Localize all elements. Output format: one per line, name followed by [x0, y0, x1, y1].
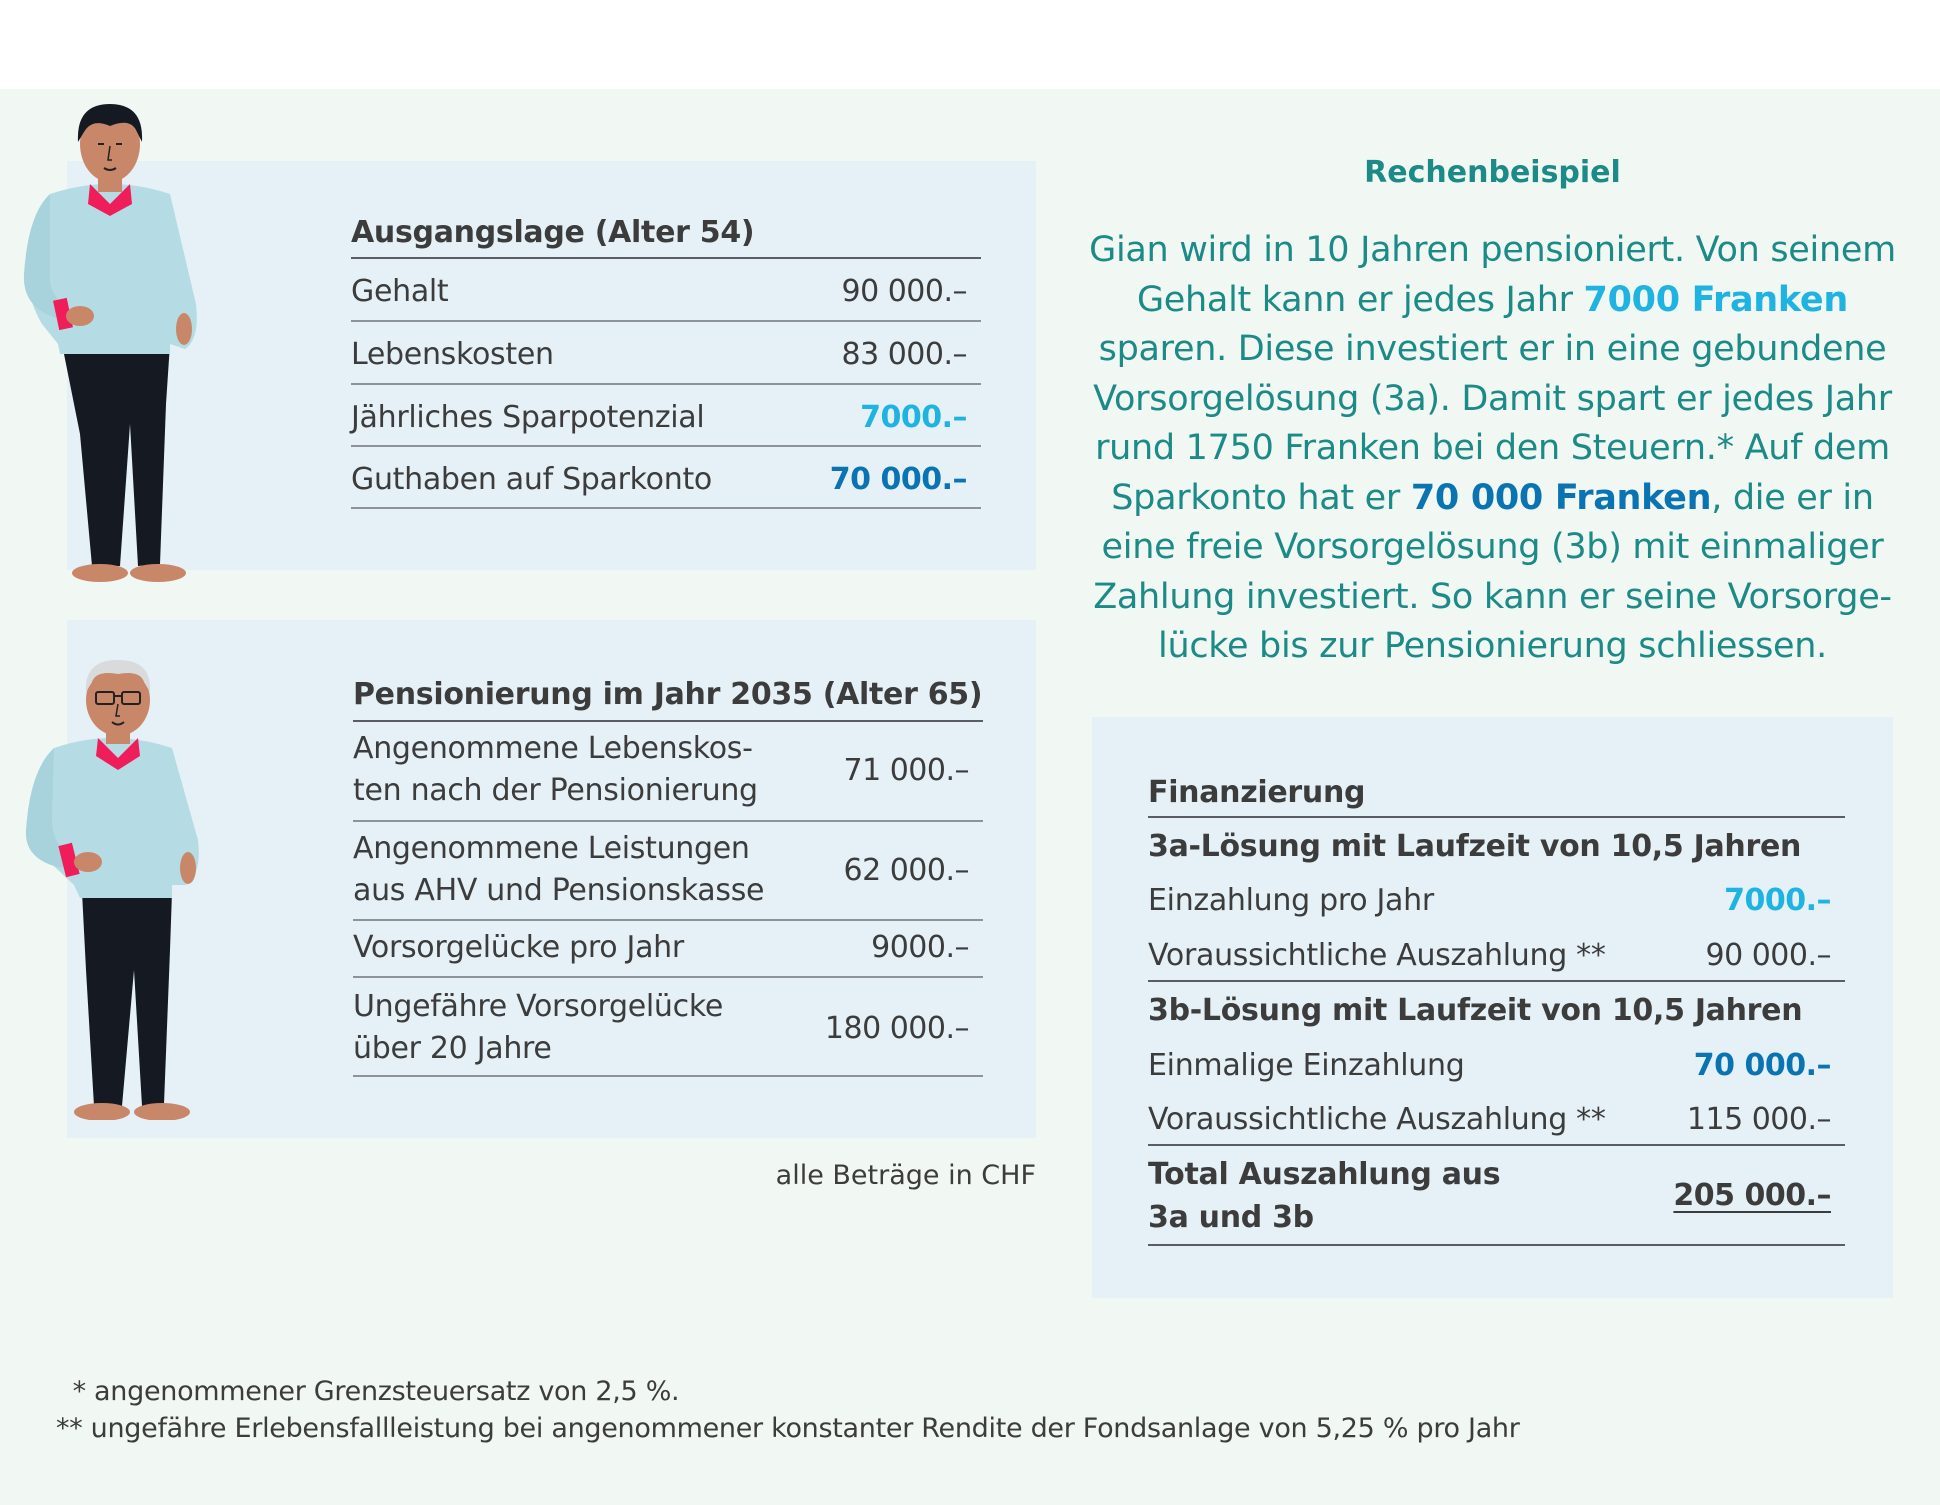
total-value: 205 000.–	[1673, 1178, 1831, 1213]
row-value-highlight: 70 000.–	[1693, 1048, 1831, 1083]
total-label: Total Auszahlung aus	[1148, 1157, 1501, 1192]
row-label: Ungefähre Vorsorgelücke	[353, 989, 723, 1024]
row-value: 9000.–	[871, 930, 969, 965]
currency-note: alle Beträge in CHF	[775, 1160, 1036, 1191]
row-label: Guthaben auf Sparkonto	[351, 462, 712, 497]
row-label: Einzahlung pro Jahr	[1148, 883, 1434, 918]
financing-total	[1148, 1146, 1845, 1246]
row-label: ten nach der Pensionierung	[353, 773, 758, 808]
table-row	[351, 385, 981, 447]
retirement-header	[353, 672, 983, 722]
row-value: 180 000.–	[824, 1011, 969, 1046]
row-label: Gehalt	[351, 274, 449, 309]
table-row	[351, 322, 981, 385]
row-value: 90 000.–	[841, 274, 967, 309]
example-paragraph	[1070, 226, 1915, 672]
man-age-54-icon	[20, 104, 200, 596]
section-title: 3a-Lösung mit Laufzeit von 10,5 Jahren	[1148, 829, 1802, 864]
example-highlight-balance: 70 000 Franken	[1410, 477, 1712, 518]
example-text: sparen. Diese investiert er in eine gebundene Vorsorgelösung (3a). Damit spart er jedes Jahr rund 1750 Franken bei den Steuern.* Auf dem Sparkonto hat er	[1093, 329, 1892, 518]
row-label: aus AHV und Pensionskasse	[353, 873, 765, 908]
row-value: 62 000.–	[843, 853, 969, 888]
situation-title: Ausgangslage (Alter 54)	[351, 215, 755, 250]
example-title: Rechenbeispiel	[1364, 155, 1621, 190]
table-row	[353, 822, 983, 921]
table-row	[353, 978, 983, 1077]
example-highlight-savings: 7000 Franken	[1583, 279, 1848, 320]
section-title: 3b-Lösung mit Laufzeit von 10,5 Jahren	[1148, 993, 1803, 1028]
row-value-highlight: 7000.–	[860, 400, 967, 435]
row-value-highlight: 7000.–	[1724, 883, 1831, 918]
row-value-highlight: 70 000.–	[829, 462, 967, 497]
man-age-65-icon	[22, 630, 202, 1120]
footnote-tax: * angenommener Grenzsteuersatz von 2,5 %.	[56, 1376, 680, 1407]
table-row	[353, 921, 983, 978]
row-label: über 20 Jahre	[353, 1031, 552, 1066]
financing-header	[1148, 770, 1845, 818]
row-label: Jährliches Sparpotenzial	[351, 400, 705, 435]
table-row	[351, 259, 981, 322]
row-label: Lebenskosten	[351, 337, 554, 372]
footnote-yield: ** ungefähre Erlebensfallleistung bei angenommener konstanter Rendite der Fondsanlage von 5,25 % pro Jahr	[56, 1413, 1520, 1444]
row-label: Einmalige Einzahlung	[1148, 1048, 1465, 1083]
row-label: Vorsorgelücke pro Jahr	[353, 930, 684, 965]
row-value: 90 000.–	[1705, 938, 1831, 973]
financing-section-3b	[1148, 982, 1845, 1146]
row-value: 115 000.–	[1686, 1102, 1831, 1137]
row-label: Voraussichtliche Auszahlung **	[1148, 1102, 1606, 1137]
total-label: 3a und 3b	[1148, 1200, 1314, 1235]
row-label: Angenommene Leistungen	[353, 831, 750, 866]
financing-section-3a	[1148, 818, 1845, 982]
retirement-title: Pensionierung im Jahr 2035 (Alter 65)	[353, 677, 983, 712]
table-row	[353, 722, 983, 822]
row-value: 83 000.–	[841, 337, 967, 372]
financing-title: Finanzierung	[1148, 775, 1366, 810]
row-value: 71 000.–	[843, 753, 969, 788]
example-text: , die er in eine freie Vorsorgelösung (3b) mit einmaliger Zahlung investiert. So kann er seine Vorsorge-lücke bis zur Pensionierung schliessen.	[1093, 477, 1892, 666]
example-text: Gian wird in 10 Jahren pensioniert. Von seinem Gehalt kann er jedes Jahr	[1089, 230, 1896, 320]
table-row	[351, 447, 981, 509]
row-label: Angenommene Lebenskos-	[353, 731, 753, 766]
row-label: Voraussichtliche Auszahlung **	[1148, 938, 1606, 973]
situation-header	[351, 210, 981, 259]
